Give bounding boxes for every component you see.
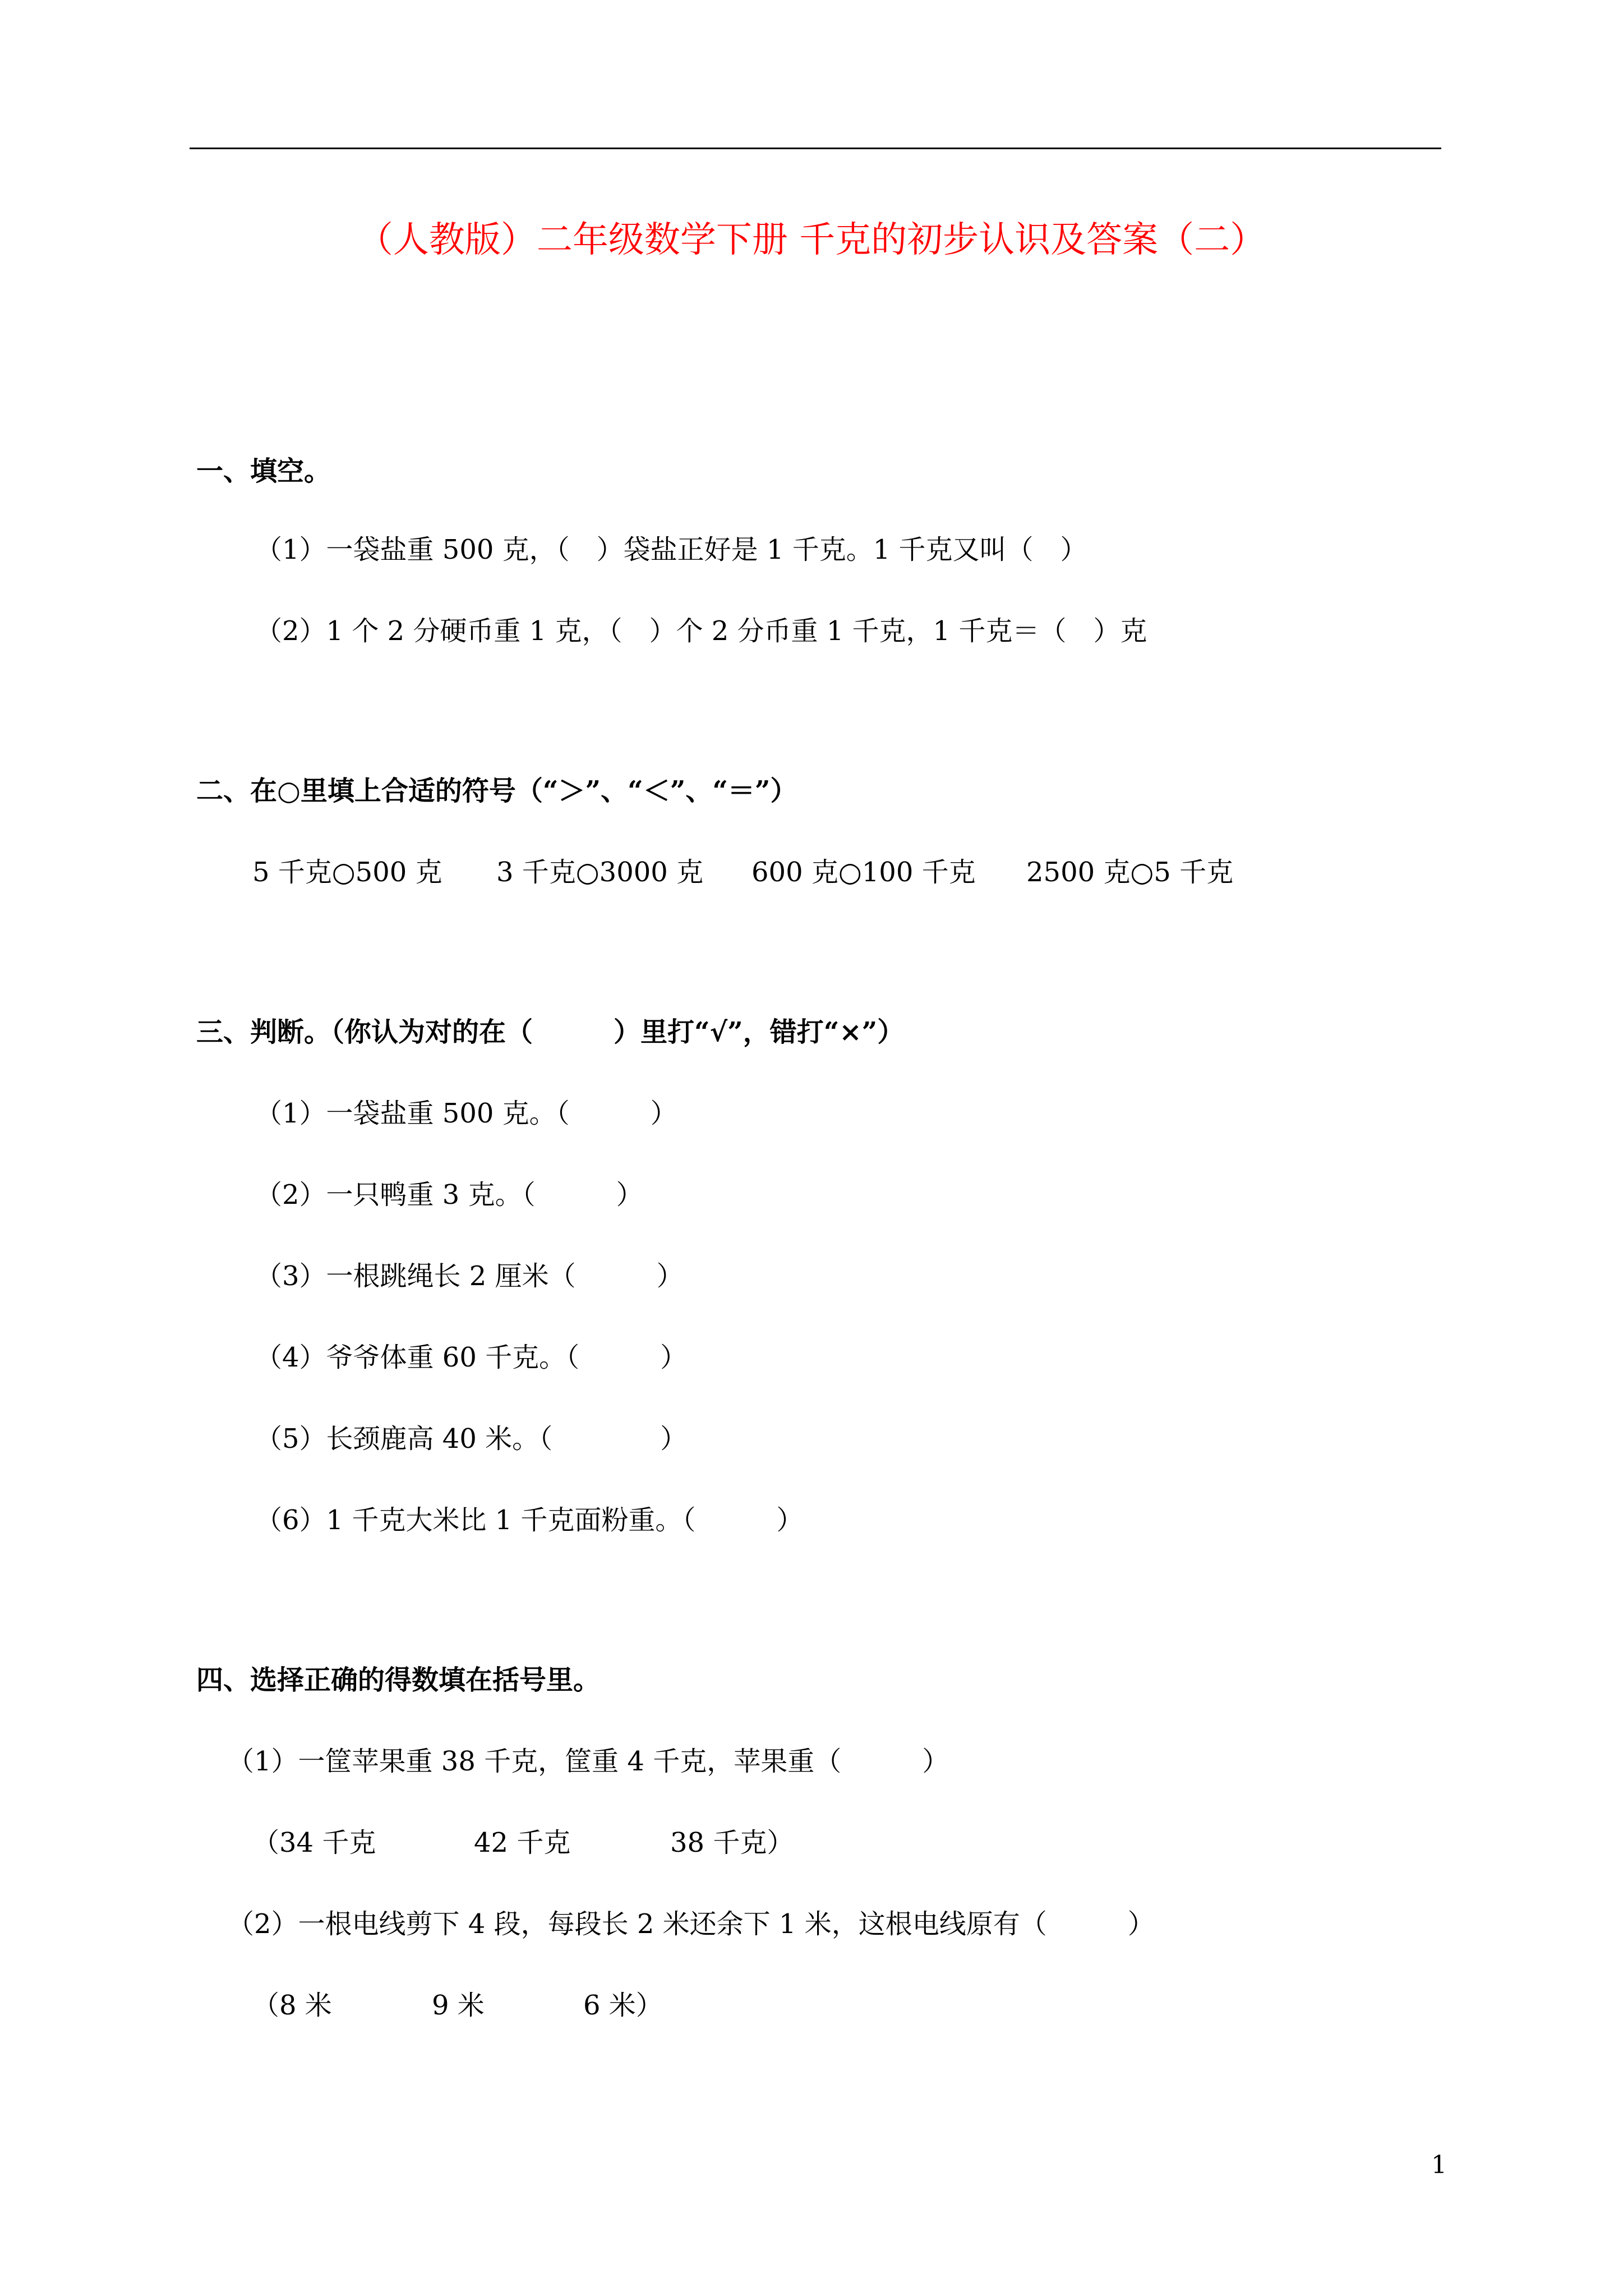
choice-question-2: （2）一根电线剪下 4 段，每段长 2 米还余下 1 米，这根电线原有（ ）	[227, 1908, 1155, 1940]
judgment-item-3: （3）一根跳绳长 2 厘米（ ）	[255, 1260, 684, 1292]
choice-option: （8 米	[252, 1990, 332, 2021]
choice-options-2	[0, 1986, 1623, 2025]
choice-options-1	[0, 1823, 1623, 1862]
choice-option: （34 千克	[252, 1827, 376, 1858]
choice-option: 9 米	[432, 1990, 485, 2021]
choice-option: 38 千克）	[670, 1827, 794, 1858]
comparison-item-3: 600 克○100 千克	[751, 857, 976, 888]
judgment-item-6: （6）1 千克大米比 1 千克面粉重。（ ）	[255, 1504, 804, 1536]
choice-option: 42 千克	[474, 1827, 571, 1858]
section-1-heading: 一、填空。	[196, 455, 331, 487]
judgment-item-5: （5）长颈鹿高 40 米。（ ）	[255, 1423, 688, 1455]
comparison-item-1: 5 千克○500 克	[252, 857, 442, 888]
judgment-item-2: （2）一只鸭重 3 克。（ ）	[255, 1179, 643, 1211]
section-2-heading: 二、在○里填上合适的符号（“＞”、“＜”、“＝”）	[196, 775, 797, 807]
document-title: （人教版）二年级数学下册 千克的初步认识及答案（二）	[357, 219, 1266, 261]
judgment-item-1: （1）一袋盐重 500 克。（ ）	[255, 1098, 677, 1129]
section-3-heading: 三、判断。（你认为对的在（ ）里打“√”，错打“×”）	[196, 1016, 905, 1048]
choice-question-1: （1）一筐苹果重 38 千克，筐重 4 千克，苹果重（ ）	[227, 1746, 949, 1777]
judgment-item-4: （4）爷爷体重 60 千克。（ ）	[255, 1342, 688, 1373]
comparison-item-4: 2500 克○5 千克	[1026, 857, 1234, 888]
page-number: 1	[1431, 2151, 1447, 2179]
header-rule	[190, 148, 1441, 149]
choice-option: 6 米）	[583, 1990, 663, 2021]
comparison-item-2: 3 千克○3000 克	[496, 857, 704, 888]
section-1-item-1: （1）一袋盐重 500 克，（ ）袋盐正好是 1 千克。1 千克又叫（ ）	[255, 534, 1087, 565]
section-1-item-2: （2）1 个 2 分硬币重 1 克，（ ）个 2 分币重 1 千克，1 千克＝（ ）克	[255, 615, 1147, 647]
section-4-heading: 四、选择正确的得数填在括号里。	[196, 1664, 601, 1696]
